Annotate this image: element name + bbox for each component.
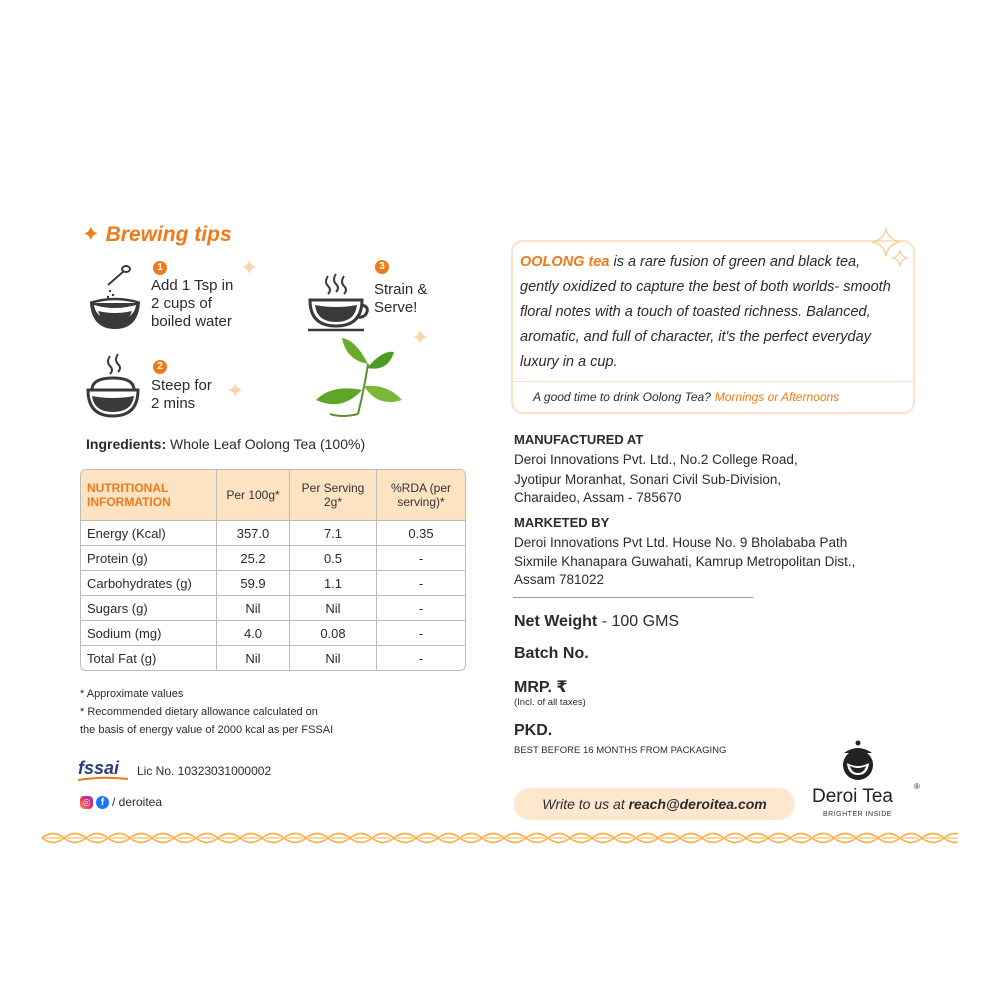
table-cell: Energy (Kcal) — [81, 521, 217, 546]
brand-tagline: BRIGHTER INSIDE — [823, 811, 892, 818]
table-cell: 25.2 — [217, 546, 290, 571]
facebook-icon[interactable]: f — [96, 796, 109, 809]
table-row — [81, 646, 465, 670]
sparkle-icon: ✦ — [226, 378, 245, 403]
table-cell: - — [377, 546, 465, 571]
table-cell: 357.0 — [217, 521, 290, 546]
table-cell: Sugars (g) — [81, 596, 217, 621]
table-cell: - — [418, 650, 424, 666]
sparkle-icon: ✦ — [411, 325, 430, 350]
mrp-note: (Incl. of all taxes) — [514, 697, 586, 708]
fssai-logo: fssai — [78, 758, 120, 778]
table-cell: 0.35 — [377, 521, 465, 546]
best-before: BEST BEFORE 16 MONTHS FROM PACKAGING — [514, 745, 727, 756]
table-cell: 1.1 — [290, 571, 377, 596]
brand-name: Deroi Tea — [812, 786, 893, 807]
step-3-badge: 3 — [375, 260, 389, 274]
column-header: Per 100g* — [217, 470, 290, 521]
steeping-pot-icon — [82, 352, 144, 420]
marketed-address-line: Assam 781022 — [514, 572, 605, 587]
registered-mark: ® — [914, 782, 920, 791]
table-cell: 0.5 — [290, 546, 377, 571]
divider — [513, 597, 753, 598]
step-1-text: Add 1 Tsp in 2 cups of boiled water — [151, 277, 234, 330]
footnote-rda: * Recommended dietary allowance calculated on — [80, 706, 318, 718]
marketed-heading: MARKETED BY — [514, 515, 610, 530]
footnote-approx: * Approximate values — [80, 688, 184, 700]
best-time-line: A good time to drink Oolong Tea? Mornings or Afternoons — [533, 390, 840, 404]
table-cell: 0.08 — [290, 621, 377, 646]
marketed-address-line: Deroi Innovations Pvt Ltd. House No. 9 Bholababa Path — [514, 535, 848, 550]
oolong-description: OOLONG tea is a rare fusion of green and black tea, gently oxidized to capture the best of both worlds- smooth floral notes with a touch of toasted richness. Balanced, aromatic, and full of character, it's the perfect everyday luxury in a cup. — [520, 254, 891, 370]
divider — [513, 381, 913, 382]
nutrition-table — [80, 469, 466, 671]
table-cell: 7.1 — [290, 521, 377, 546]
step-2-text: Steep for 2 mins — [151, 377, 212, 412]
bowl-spoon-icon — [86, 263, 144, 335]
instagram-icon[interactable]: ◎ — [80, 796, 93, 809]
fssai-underline-icon — [78, 776, 128, 782]
table-header-row — [81, 470, 465, 521]
social-links — [80, 795, 162, 809]
table-cell: Nil — [217, 596, 290, 621]
table-row — [81, 546, 465, 571]
sparkle-icon: ✦ — [240, 255, 259, 280]
table-cell: 59.9 — [217, 571, 290, 596]
table-row — [81, 621, 465, 646]
table-row — [81, 596, 465, 621]
packed-label: PKD. — [514, 722, 553, 739]
table-cell: - — [377, 596, 465, 621]
table-cell: - — [377, 621, 465, 646]
tea-cup-icon — [306, 272, 372, 334]
table-cell: Sodium (mg) — [81, 621, 217, 646]
manufactured-address-line: Charaideo, Assam - 785670 — [514, 490, 682, 505]
table-cell: Nil — [290, 646, 377, 670]
table-row — [81, 571, 465, 596]
column-header: Per Serving 2g* — [290, 470, 377, 521]
column-header: NUTRITIONAL INFORMATION — [81, 470, 217, 521]
table-cell: Total Fat (g) — [81, 646, 217, 670]
net-weight: Net Weight - 100 GMS — [514, 613, 680, 630]
table-row — [81, 521, 465, 546]
batch-number: Batch No. — [514, 645, 589, 662]
manufactured-heading: MANUFACTURED AT — [514, 432, 644, 447]
footnote-rda-cont: the basis of energy value of 2000 kcal as per FSSAI — [80, 724, 334, 736]
teapot-logo-icon — [838, 739, 878, 781]
table-cell: Nil — [290, 596, 377, 621]
table-cell: - — [377, 571, 465, 596]
manufactured-address-line: Jyotipur Moranhat, Sonari Civil Sub-Division, — [514, 472, 782, 487]
step-3-text: Strain & Serve! — [374, 281, 428, 316]
table-cell: 4.0 — [217, 621, 290, 646]
decorative-pattern-band — [42, 829, 958, 847]
marketed-address-line: Sixmile Khanapara Guwahati, Kamrup Metropolitan Dist., — [514, 554, 856, 569]
brewing-tips-title: ✦ Brewing tips — [82, 223, 232, 246]
social-handle[interactable]: / deroitea — [112, 795, 163, 809]
manufactured-address-line: Deroi Innovations Pvt. Ltd., No.2 College Road, — [514, 452, 798, 467]
step-1-badge: 1 — [153, 261, 167, 275]
table-cell: Nil — [217, 646, 290, 670]
column-header: %RDA (per serving)* — [377, 470, 465, 521]
step-2-badge: 2 — [153, 360, 167, 374]
license-number: Lic No. 10323031000002 — [137, 764, 272, 778]
table-cell: Carbohydrates (g) — [81, 571, 217, 596]
sparkle-icon: ✦ — [82, 223, 100, 246]
tea-leaves-icon — [312, 334, 404, 420]
table-cell: Protein (g) — [81, 546, 217, 571]
contact-email[interactable]: Write to us at reach@deroitea.com — [514, 788, 795, 820]
mrp-label: MRP. ₹ — [514, 679, 568, 696]
ingredients-line: Ingredients: Whole Leaf Oolong Tea (100%) — [86, 436, 366, 452]
